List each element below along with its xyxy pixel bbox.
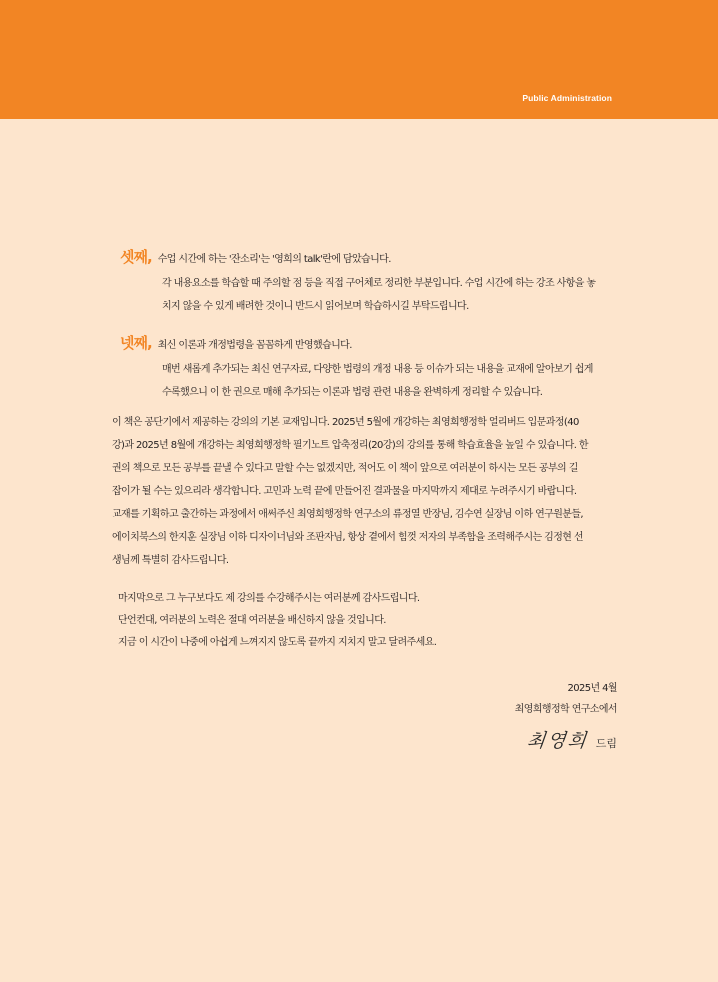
place: 최영희행정학 연구소에서: [514, 704, 617, 715]
paragraph-line: 에이치북스의 한지훈 실장님 이하 디자이너님와 조판자님, 항상 곁에서 힘껏 저자의 부족함을 조력해주시는 김정현 선: [112, 532, 583, 543]
body-line: 각 내용요소를 학습할 때 주의할 점 등을 직접 구어체로 정리한 부분입니다. 수업 시간에 하는 강조 사항을 놓: [162, 278, 596, 289]
closing-line: 지금 이 시간이 나중에 아쉽게 느껴지지 않도록 끝까지 지치지 말고 달려주세요.: [118, 637, 437, 648]
date: 2025년 4월: [567, 683, 617, 694]
body-line: 치지 않을 수 있게 배려한 것이니 반드시 읽어보며 학습하시길 부탁드립니다.: [162, 301, 469, 312]
signature-suffix: 드림: [595, 737, 617, 750]
closing-line: 마지막으로 그 누구보다도 제 강의를 수강해주시는 여러분께 감사드립니다.: [118, 593, 420, 604]
point-third: [120, 246, 620, 318]
body-line: 매번 새롭게 추가되는 최신 연구자료, 다양한 법령의 개정 내용 등 이슈가 되는 내용을 교재에 알아보기 쉽게: [162, 364, 593, 375]
point-body: [162, 272, 620, 318]
main-paragraph: [112, 411, 620, 572]
paragraph-line: 생님께 특별히 감사드립니다.: [112, 555, 229, 566]
closing-paragraph: [118, 588, 618, 654]
point-label: 셋째,: [120, 248, 152, 266]
point-head: [120, 246, 620, 267]
point-body: [162, 358, 620, 404]
paragraph-line: 이 책은 공단기에서 제공하는 강의의 기본 교재입니다. 2025년 5월에 개강하는 최영희행정학 얼리버드 입문과정(40: [112, 417, 579, 428]
signature-name: 최영희: [525, 730, 589, 752]
point-head: [120, 332, 620, 353]
signature: [527, 726, 617, 753]
paragraph-line: 잡이가 될 수는 있으리라 생각합니다. 고민과 노력 끝에 만들어진 결과물을 마지막까지 제대로 누려주시기 바랍니다.: [112, 486, 577, 497]
paragraph-line: 권의 책으로 모든 공부를 끝낼 수 있다고 말할 수는 없겠지만, 적어도 이 책이 앞으로 여러분이 하시는 모든 공부의 길: [112, 463, 578, 474]
point-title: 수업 시간에 하는 '잔소리'는 '영희의 talk'란에 담았습니다.: [157, 254, 391, 265]
point-label: 넷째,: [120, 334, 152, 352]
paragraph-line: 강)과 2025년 8월에 개강하는 최영희행정학 필기노트 압축정리(20강)의 강의를 통해 학습효율을 높일 수 있습니다. 한: [112, 440, 588, 451]
paragraph-line: 교재를 기획하고 출간하는 과정에서 애써주신 최영희행정학 연구소의 류정열 반장님, 김수연 실장님 이하 연구원분들,: [112, 509, 583, 520]
body-line: 수록했으니 이 한 권으로 매해 추가되는 이론과 법령 관련 내용을 완벽하게 정리할 수 있습니다.: [162, 387, 543, 398]
closing-line: 단언컨대, 여러분의 노력은 절대 여러분을 배신하지 않을 것입니다.: [118, 615, 386, 626]
point-fourth: [120, 332, 620, 404]
header-label: Public Administration: [522, 93, 612, 103]
point-title: 최신 이론과 개정법령을 꼼꼼하게 반영했습니다.: [157, 340, 352, 351]
header-band: [0, 0, 718, 119]
